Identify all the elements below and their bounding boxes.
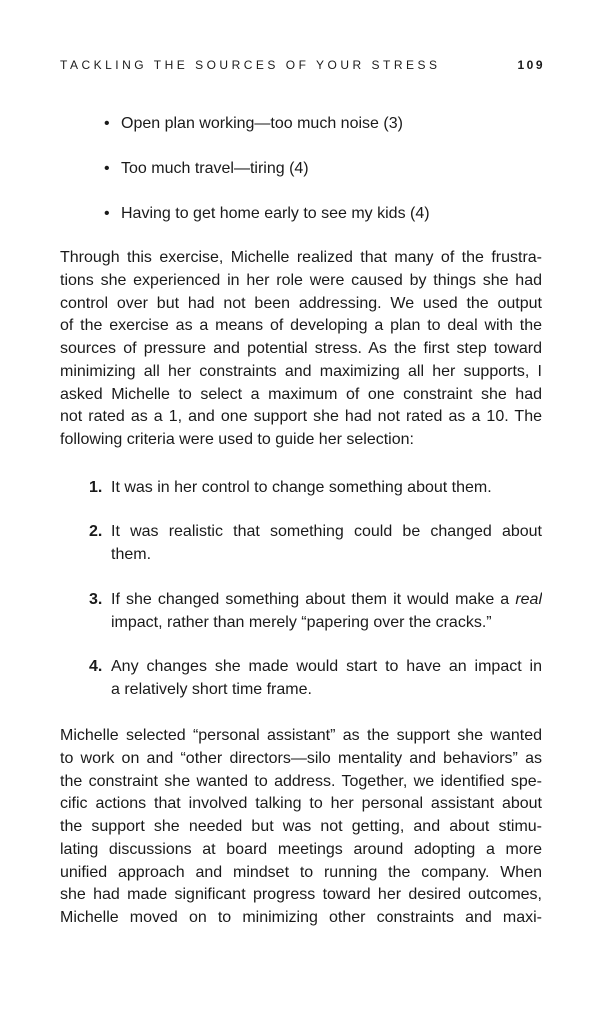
list-item — [104, 113, 430, 135]
paragraph-line: to work on and “other directors—silo mentality and behaviors” as — [60, 749, 542, 767]
criteria-number: 1. — [89, 479, 103, 496]
criteria-item — [89, 588, 542, 634]
bullet-icon: • — [104, 115, 110, 132]
paragraph-line: following criteria were used to guide her selection: — [60, 431, 414, 448]
bullet-icon: • — [104, 205, 110, 222]
list-item — [104, 203, 430, 225]
criteria-text: Any changes she made would start to have an impact in — [111, 658, 542, 675]
criteria-text: impact, rather than merely “papering over the cracks.” — [111, 614, 492, 631]
running-title: TACKLING THE SOURCES OF YOUR STRESS — [60, 58, 441, 72]
list-item — [104, 158, 430, 180]
criteria-item — [89, 655, 542, 701]
paragraph-line: not rated as a 1, and one support she had not rated as a 10. The — [60, 408, 542, 426]
criteria-number: 4. — [89, 658, 103, 675]
criteria-text: a relatively short time frame. — [111, 681, 312, 698]
paragraph-line: Through this exercise, Michelle realized that many of the frustra- — [60, 249, 542, 266]
criteria-list — [89, 476, 542, 701]
criteria-number: 2. — [89, 523, 103, 540]
paragraph-line: minimizing all her constraints and maximizing all her supports, I — [60, 362, 542, 380]
paragraph-line: Michelle moved on to minimizing other constraints and maxi- — [60, 909, 542, 926]
paragraph-line: the support she needed but was not getting, and about stimu- — [60, 818, 542, 835]
bullet-icon: • — [104, 160, 110, 177]
paragraph-exercise-outcome — [60, 247, 542, 452]
running-header — [60, 56, 545, 74]
paragraph-line: she had made significant progress toward her desired outcomes, — [60, 886, 542, 904]
criteria-text: It was in her control to change something about them. — [111, 479, 492, 496]
paragraph-line: unified approach and mindset to running the company. When — [60, 863, 542, 881]
paragraph-line: cific actions that involved talking to her personal assistant about — [60, 795, 542, 813]
criteria-emphasis: real — [515, 591, 542, 608]
criteria-text: It was realistic that something could be changed about — [111, 523, 542, 540]
paragraph-line: the constraint she wanted to address. Together, we identified spe- — [60, 772, 542, 790]
bullet-text: Open plan working—too much noise (3) — [121, 115, 403, 132]
paragraph-line: sources of pressure and potential stress. As the first step toward — [60, 340, 542, 357]
paragraph-michelle-selection — [60, 725, 542, 930]
book-page — [60, 0, 545, 1024]
criteria-text: them. — [111, 546, 152, 563]
criteria-text — [111, 588, 542, 611]
bullet-text: Having to get home early to see my kids (4) — [121, 205, 430, 222]
bullet-list — [104, 113, 430, 248]
paragraph-line: Michelle selected “personal assistant” as the support she wanted — [60, 727, 542, 744]
paragraph-line: control over but had not been addressing. We used the output — [60, 294, 542, 312]
paragraph-line: lating discussions at board meetings around adopting a more — [60, 840, 542, 858]
paragraph-line: tions she experienced in her role were caused by things she had — [60, 271, 542, 289]
paragraph-line: asked Michelle to select a maximum of one constraint she had — [60, 385, 542, 403]
bullet-text: Too much travel—tiring (4) — [121, 160, 309, 177]
page-number: 109 — [517, 58, 545, 72]
criteria-number: 3. — [89, 591, 103, 608]
paragraph-line: of the exercise as a means of developing a plan to deal with the — [60, 317, 542, 335]
criteria-text-pre: If she changed something about them it would make a — [111, 591, 516, 608]
criteria-item — [89, 520, 542, 566]
criteria-item — [89, 476, 542, 499]
